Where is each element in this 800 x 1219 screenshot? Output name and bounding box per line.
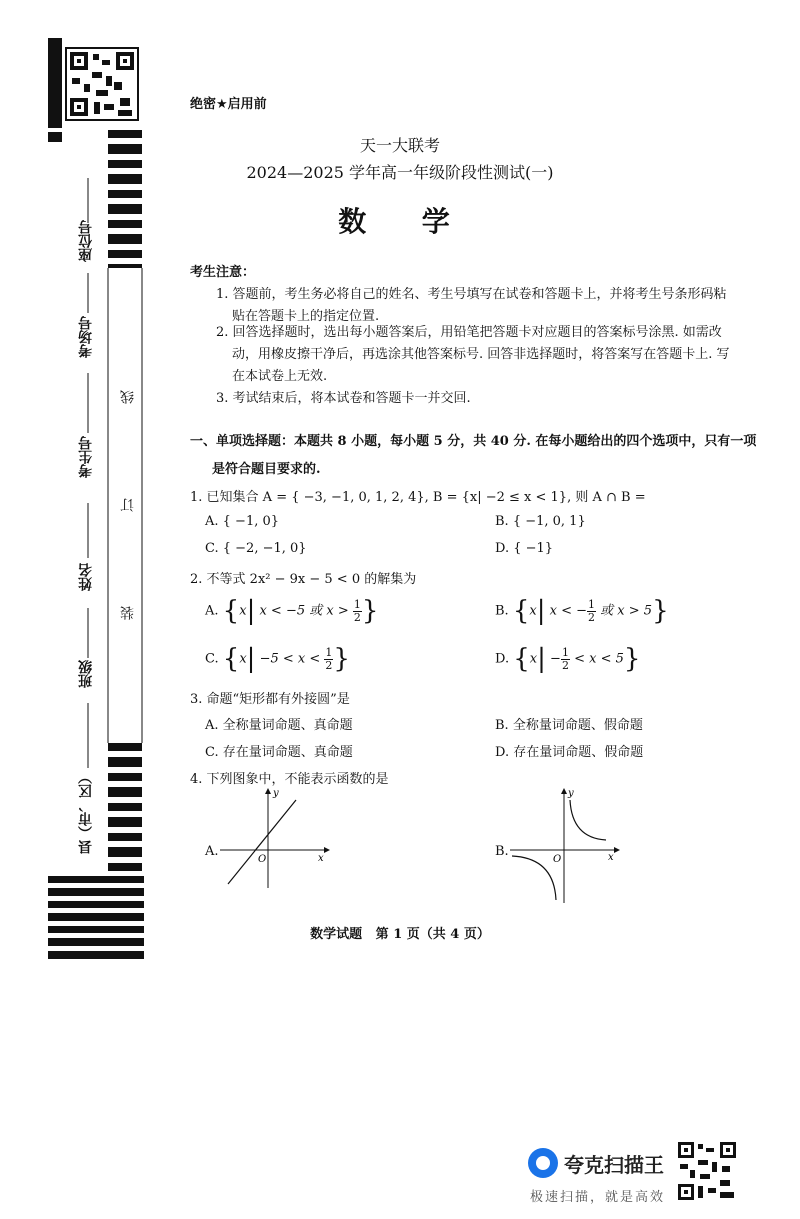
var-x: x [239, 651, 247, 667]
q2-option-a: A. {x| x < −5 或 x > $\frac{1}{2}$ } [205, 596, 379, 626]
axis-y-label: y [273, 788, 279, 799]
option-letter: A. [205, 603, 219, 619]
question-2-stem: 2. 不等式 2x² − 9x − 5 < 0 的解集为 [190, 572, 417, 587]
organizer-title: 天一大联考 [359, 136, 440, 155]
q2-b-body2: 或 x > 5 [600, 603, 653, 619]
question-3-stem: 3. 命题“矩形都有外接圆”是 [190, 692, 350, 707]
staple-mark: 订 [120, 498, 136, 512]
exam-title: 2024—2025 学年高一年级阶段性测试(一) [246, 163, 554, 182]
question-4-stem: 4. 下列图象中，不能表示函数的是 [190, 772, 389, 787]
option-letter: D. [495, 651, 510, 667]
var-x: x [529, 603, 537, 619]
option-letter: C. [205, 651, 219, 667]
fraction: $\frac{1}{2}$ [588, 597, 596, 624]
q3-option-b: B. 全称量词命题、假命题 [495, 718, 643, 733]
question-1-stem: 1. 已知集合 A = { −3, −1, 0, 1, 2, 4}, B = {x| −2 ≤ x < 1}, 则 A ∩ B = [190, 490, 646, 505]
top-qr-code [66, 48, 138, 120]
q1-option-d: D. { −1} [495, 541, 554, 556]
notice-title: 考生注意： [190, 265, 256, 280]
confidential-mark: 绝密★启用前 [190, 97, 267, 112]
line-mark: 线 [120, 390, 136, 404]
origin-label: O [553, 854, 562, 865]
exam-number-label: 考生号 [78, 436, 94, 478]
q2-c-body: −5 < x < [259, 651, 321, 667]
q2-option-c: C. {x| −5 < x < $\frac{1}{2}$ } [205, 644, 350, 674]
q1-option-c: C. { −2, −1, 0} [205, 541, 307, 556]
county-label: 县（市、区） [78, 770, 94, 854]
name-label: 姓名 [78, 563, 94, 591]
q3-option-d: D. 存在量词命题、假命题 [495, 745, 644, 760]
var-x: x [239, 603, 247, 619]
scanner-brand: 夸克扫描王 [564, 1153, 664, 1177]
q4-graph-b [510, 788, 620, 903]
axis-x-label: x [318, 853, 324, 864]
scanner-logo-icon [528, 1148, 558, 1178]
page-footer: 数学试题 第 1 页（共 4 页） [310, 927, 490, 942]
section-heading: 一、单项选择题：本题共 8 小题，每小题 5 分，共 40 分. 在每小题给出的四个选项中，只有一项 [190, 434, 757, 449]
q2-b-body: x < − [549, 603, 588, 619]
q2-option-d: D. {x| − $\frac{1}{2}$ < x < 5} [495, 644, 641, 674]
room-label: 考场号 [78, 316, 94, 358]
notice-line: 贴在答题卡上的指定位置. [232, 309, 380, 324]
q2-option-b: B. {x| x < − $\frac{1}{2}$ 或 x > 5} [495, 596, 669, 626]
q2-d-body2: < x < 5 [574, 651, 624, 667]
q2-d-body: − [550, 651, 561, 667]
option-letter: B. [495, 603, 509, 619]
notice-line: 2. 回答选择题时，选出每小题答案后，用铅笔把答题卡对应题目的答案标号涂黑. 如需改 [216, 325, 722, 340]
q3-option-c: C. 存在量词命题、真命题 [205, 745, 353, 760]
subject-title: 数 学 [338, 205, 462, 238]
section-heading-cont: 是符合题目要求的. [212, 462, 321, 477]
q4-option-a-label: A. [205, 844, 219, 859]
q4-graph-a [220, 788, 330, 888]
fraction: $\frac{1}{2}$ [353, 597, 361, 624]
q3-option-a: A. 全称量词命题、真命题 [205, 718, 353, 733]
axis-x-label: x [608, 852, 614, 863]
bind-mark: 装 [120, 606, 136, 620]
notice-line: 动，用橡皮擦干净后，再选涂其他答案标号. 回答非选择题时，将答案写在答题卡上. 写 [232, 347, 730, 362]
notice-line: 1. 答题前，考生务必将自己的姓名、考生号填写在试卷和答题卡上，并将考生号条形码粘 [216, 287, 727, 302]
q4-option-b-label: B. [495, 844, 509, 859]
fraction: $\frac{1}{2}$ [325, 645, 333, 672]
q2-a-body: x < −5 或 x > [259, 603, 349, 619]
barcode-bars-bottom [108, 743, 142, 871]
barcode-bars-base [48, 876, 144, 959]
notice-line: 3. 考试结束后，将本试卷和答题卡一并交回. [216, 391, 471, 406]
notice-line: 在本试卷上无效. [232, 369, 328, 384]
class-label: 班级 [78, 660, 94, 688]
q1-option-b: B. { −1, 0, 1} [495, 514, 586, 529]
var-x: x [529, 651, 538, 667]
scanner-slogan: 极速扫描，就是高效 [530, 1190, 666, 1205]
q1-option-a: A. { −1, 0} [205, 514, 280, 529]
seat-label: 座位号 [78, 220, 94, 262]
scanner-qr-code [676, 1140, 738, 1202]
origin-label: O [258, 854, 267, 865]
fraction: $\frac{1}{2}$ [561, 645, 569, 672]
axis-y-label: y [568, 788, 574, 799]
